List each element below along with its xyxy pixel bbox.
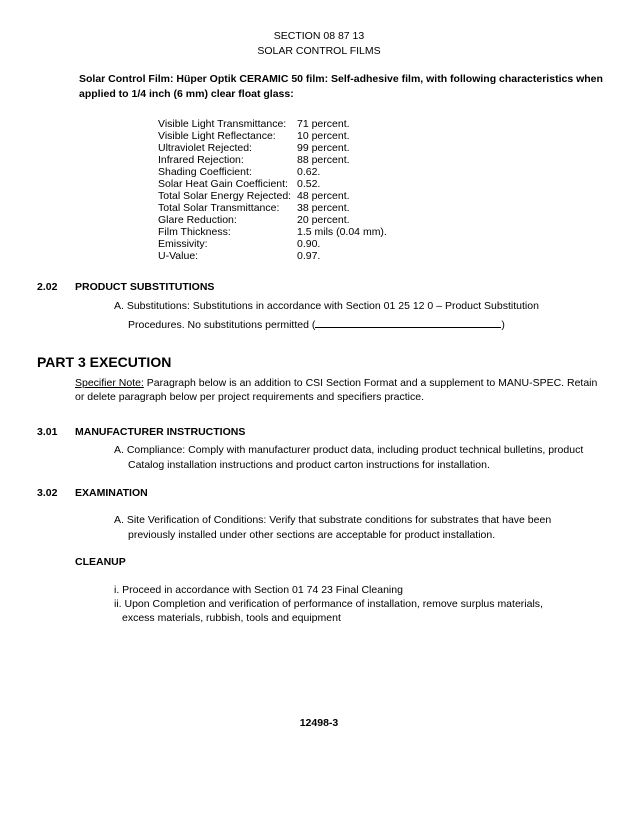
section-2-02-number: 2.02 (37, 281, 58, 293)
substitutions-line-1: A. Substitutions: Substitutions in accordance with Section 01 25 12 0 – Product Substitution (114, 300, 539, 312)
characteristic-label: Visible Light Transmittance: (158, 118, 287, 130)
characteristic-value: 0.97. (297, 250, 321, 262)
characteristic-label: U-Value: (158, 250, 199, 262)
cleanup-item-2-line-1: ii. Upon Completion and verification of performance of installation, remove surplus materials, (114, 598, 543, 610)
examination-line-1: A. Site Verification of Conditions: Verify that substrate conditions for substrates that have been (114, 514, 552, 526)
section-3-02-title: EXAMINATION (75, 487, 148, 499)
characteristic-label: Film Thickness: (158, 226, 231, 238)
section-3-01-number: 3.01 (37, 426, 58, 438)
characteristic-label: Total Solar Energy Rejected: (158, 190, 292, 202)
characteristic-value: 48 percent. (297, 190, 350, 202)
intro-line-1: Solar Control Film: Hüper Optik CERAMIC 50 film: Self-adhesive film, with following characteristics when (79, 73, 603, 85)
cleanup-title: CLEANUP (75, 556, 126, 568)
characteristic-label: Ultraviolet Rejected: (158, 142, 252, 154)
characteristic-label: Total Solar Transmittance: (158, 202, 280, 214)
characteristic-value: 1.5 mils (0.04 mm). (297, 226, 387, 238)
characteristic-label: Visible Light Reflectance: (158, 130, 276, 142)
characteristic-value: 0.90. (297, 238, 321, 250)
characteristic-value: 88 percent. (297, 154, 350, 166)
characteristic-value: 0.52. (297, 178, 321, 190)
characteristic-value: 0.62. (297, 166, 321, 178)
characteristic-label: Shading Coefficient: (158, 166, 252, 178)
intro-line-2: applied to 1/4 inch (6 mm) clear float glass: (79, 88, 294, 100)
cleanup-item-2-line-2: excess materials, rubbish, tools and equipment (122, 612, 341, 624)
cleanup-item-1: i. Proceed in accordance with Section 01 74 23 Final Cleaning (114, 584, 403, 596)
characteristic-label: Emissivity: (158, 238, 208, 250)
characteristic-value: 99 percent. (297, 142, 350, 154)
specifier-note-text: Paragraph below is an addition to CSI Section Format and a supplement to MANU-SPEC. Retain (143, 377, 598, 389)
characteristic-label: Infrared Rejection: (158, 154, 244, 166)
specifier-note-line-1 (75, 377, 597, 389)
characteristic-label: Solar Heat Gain Coefficient: (158, 178, 288, 190)
characteristic-value: 38 percent. (297, 202, 350, 214)
section-number: SECTION 08 87 13 (273, 30, 365, 42)
compliance-line-2: Catalog installation instructions and product carton instructions for installation. (128, 459, 490, 471)
substitutions-line-2 (128, 317, 505, 331)
part-3-heading: PART 3 EXECUTION (37, 354, 172, 370)
examination-line-2: previously installed under other sections are acceptable for product installation. (128, 529, 496, 541)
substitutions-line-2-text: Procedures. No substitutions permitted ( (128, 319, 316, 331)
characteristic-label: Glare Reduction: (158, 214, 237, 226)
characteristic-value: 71 percent. (297, 118, 350, 130)
specifier-note-line-2: or delete paragraph below per project requirements and specifiers practice. (75, 391, 425, 403)
characteristic-value: 10 percent. (297, 130, 350, 142)
section-3-02-number: 3.02 (37, 487, 58, 499)
section-3-01-title: MANUFACTURER INSTRUCTIONS (75, 426, 246, 438)
substitutions-close-paren: ) (501, 319, 505, 331)
characteristic-value: 20 percent. (297, 214, 350, 226)
specifier-note-label: Specifier Note: (75, 377, 144, 389)
section-2-02-title: PRODUCT SUBSTITUTIONS (75, 281, 215, 293)
substitutions-blank-field[interactable] (315, 317, 501, 328)
section-title: SOLAR CONTROL FILMS (257, 45, 381, 57)
page-number: 12498-3 (299, 717, 339, 729)
compliance-line-1: A. Compliance: Comply with manufacturer product data, including product technical bulletins, product (114, 444, 584, 456)
